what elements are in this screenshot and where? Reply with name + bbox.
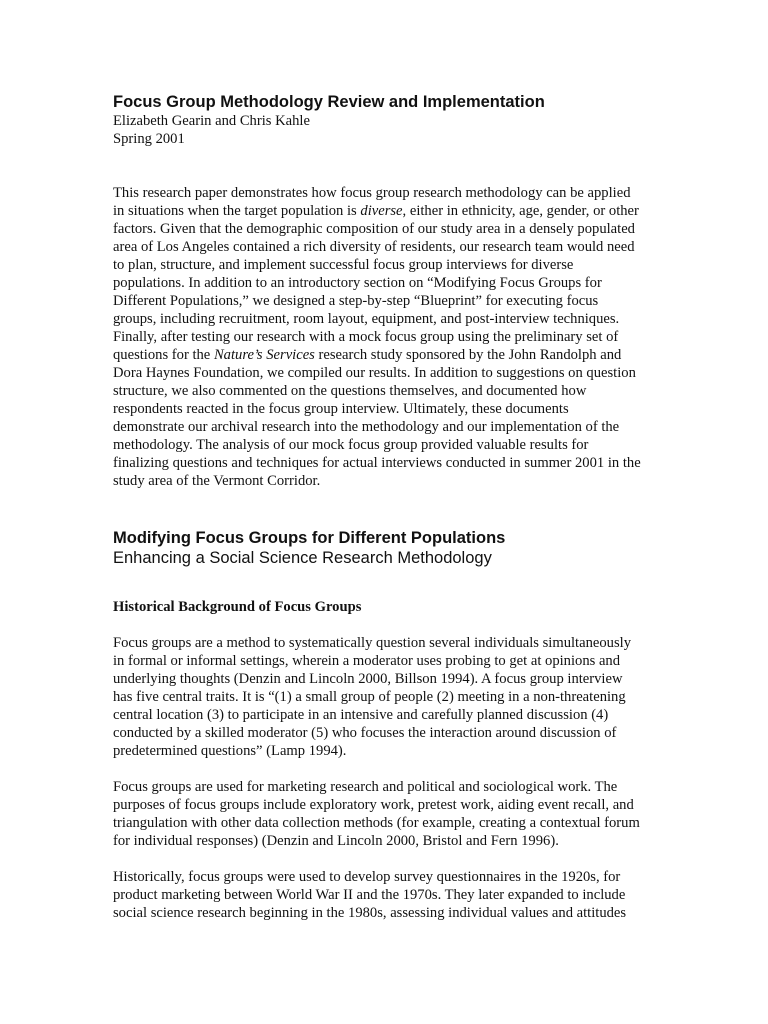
body-paragraph-3: Historically, focus groups were used to develop survey questionnaires in the 1920s, for product marketing between World War II and the 1970s. They later expanded to include social science research beginning in the 1980s, assessing individual values and attitudes (113, 869, 627, 921)
abstract-text-1: This research paper demonstrates how focus group research methodology can be applied in situations when the target population is (113, 185, 631, 219)
section-title: Modifying Focus Groups for Different Populations (113, 529, 506, 547)
abstract-text-2: , either in ethnicity, age, gender, or other factors. Given that the demographic composition of our study area in a densely populated area of Los Angeles contained a rich diversity of residents, our research team would need to plan, structure, and implement successful focus group interviews for diverse populations. In addition to an introductory section on “Modifying Focus Groups for Different Populations,” we designed a step-by-step “Blueprint” for executing focus groups, including recruitment, room layout, equipment, and post-interview techniques. Finally, after testing our research with a mock focus group using the preliminary set of questions for the (113, 203, 639, 363)
document-title: Focus Group Methodology Review and Implementation (113, 93, 545, 111)
subsection-title: Historical Background of Focus Groups (113, 599, 362, 615)
abstract-text-3: research study sponsored by the John Randolph and Dora Haynes Foundation, we compiled our results. In addition to suggestions on question structure, we also commented on the questions themselves, and documented how respondents reacted in the focus group interview. Ultimately, these documents demonstrate our archival research into the methodology and our implementation of the methodology. The analysis of our mock focus group provided valuable results for finalizing questions and techniques for actual interviews conducted in summer 2001 in the study area of the Vermont Corridor. (113, 347, 641, 489)
abstract-emphasis-diverse: diverse (360, 203, 403, 219)
document-date: Spring 2001 (113, 131, 185, 147)
page-content (113, 92, 643, 922)
document-authors: Elizabeth Gearin and Chris Kahle (113, 113, 310, 129)
body-paragraph-1: Focus groups are a method to systematically question several individuals simultaneously in formal or informal settings, wherein a moderator uses probing to get at opinions and underlying thoughts (Denzin and Lincoln 2000, Billson 1994). A focus group interview has five central traits. It is “(1) a small group of people (2) meeting in a non-threatening central location (3) to participate in an intensive and carefully planned discussion (4) conducted by a skilled moderator (5) who focuses the interaction around discussion of predetermined questions” (Lamp 1994). (113, 635, 631, 759)
abstract-emphasis-natures-services: Nature’s Services (213, 347, 315, 363)
body-paragraph-2: Focus groups are used for marketing research and political and sociological work. The purposes of focus groups include exploratory work, pretest work, aiding event recall, and triangulation with other data collection methods (for example, creating a contextual forum for individual responses) (Denzin and Lincoln 2000, Bristol and Fern 1996). (113, 779, 640, 849)
section-subtitle: Enhancing a Social Science Research Methodology (113, 549, 492, 567)
abstract-paragraph (113, 184, 643, 490)
